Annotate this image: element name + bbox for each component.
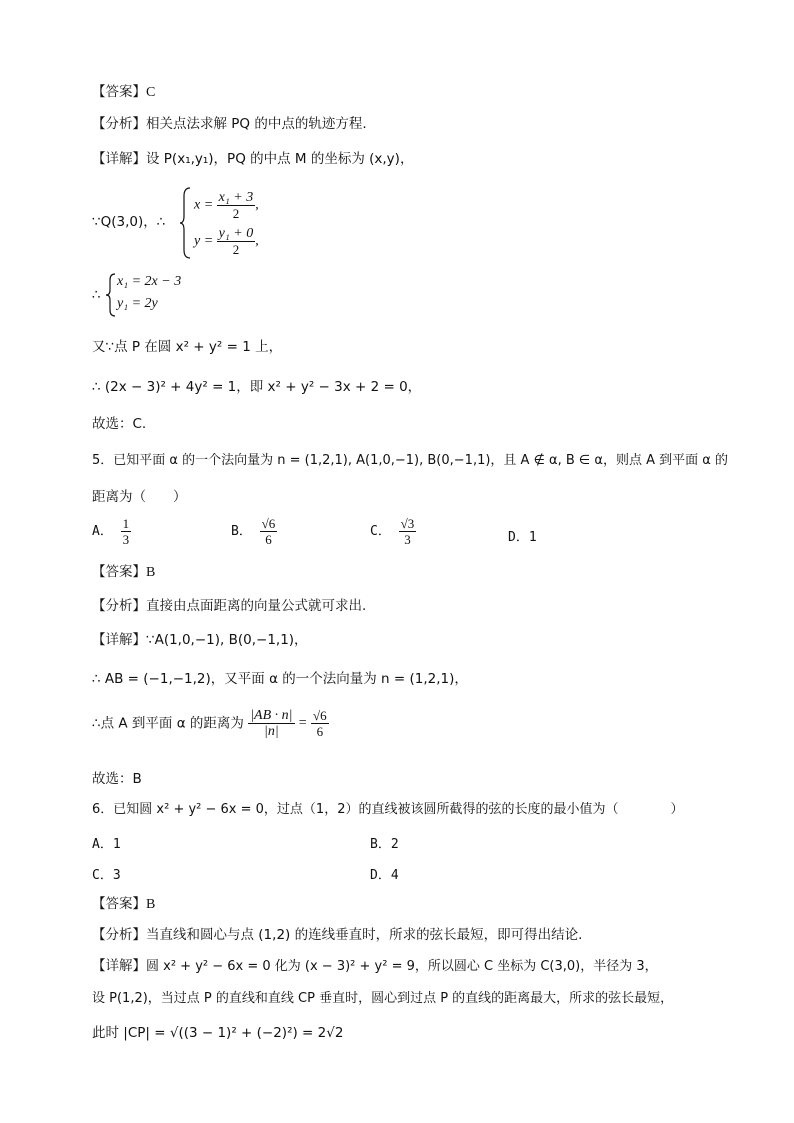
detail-tag: 【详解】	[92, 958, 146, 974]
q6-option-a: A．1	[92, 837, 121, 852]
frac-den: 3	[122, 532, 130, 547]
q4-because-q	[92, 213, 165, 231]
detail-tag: 【详解】	[92, 151, 146, 167]
sys1-x-lhs: x =	[194, 197, 214, 213]
option-label: A．	[92, 524, 113, 539]
answer-tag: 【答案】	[92, 564, 146, 580]
distance-den: |n|	[263, 724, 279, 739]
q6-answer-line	[92, 895, 155, 914]
q5-option-c	[370, 516, 416, 547]
system2-line2: y₁ = 2y	[117, 296, 158, 311]
left-brace-icon	[106, 272, 116, 318]
sys1-x-fraction	[217, 190, 256, 221]
conclusion-text: 故选：B	[92, 771, 142, 787]
option-fraction	[121, 516, 132, 547]
q5-option-a	[92, 516, 131, 547]
answer-value: C	[146, 85, 156, 100]
q5-option-b	[231, 516, 277, 547]
sys1-y-fraction	[217, 226, 256, 257]
sys1-y-den: 2	[232, 242, 240, 257]
analysis-tag: 【分析】	[92, 116, 146, 132]
distance-num: |AB · n|	[250, 708, 293, 723]
q6-detail-line1	[92, 957, 658, 976]
analysis-text: 相关点法求解 PQ 的中点的轨迹方程.	[146, 116, 367, 132]
point-on-circle-text: 又∵点 P 在圆 x² + y² = 1 上，	[92, 339, 283, 355]
q5-stem-line1	[92, 452, 728, 470]
q5-detail-line1	[92, 631, 308, 649]
q6-option-b: B．2	[370, 837, 399, 852]
q5-stem-line2	[92, 488, 187, 506]
result-num: √6	[313, 708, 327, 723]
q4-point-on-circle	[92, 338, 282, 356]
frac-num: 1	[122, 516, 130, 531]
answer-tag: 【答案】	[92, 84, 146, 100]
detail-text-2: ∴ AB = (−1,−1,2)，又平面 α 的一个法向量为 n = (1,2,1)，	[92, 671, 468, 687]
q6-option-c: C．3	[92, 868, 121, 883]
option-fraction	[260, 516, 278, 547]
answer-value: B	[146, 897, 156, 912]
q5-stem-text-2: 距离为（ ）	[92, 489, 187, 505]
system2-line1: x₁ = 2x − 3	[117, 274, 182, 289]
q4-result	[92, 378, 421, 396]
q6-option-d: D．4	[370, 868, 399, 883]
detail-text: 设 P(x₁,y₁)，PQ 的中点 M 的坐标为 (x,y)，	[146, 151, 414, 167]
q6-stem	[92, 801, 683, 819]
system1-x-equation: x = $\frac{\text{x₁ + 3}}{2}$ ,	[194, 190, 259, 221]
detail-text-3: 此时 |CP| = √((3 − 1)² + (−2)²) = 2√2	[92, 1025, 344, 1041]
result-text: ∴ (2x − 3)² + 4y² = 1，即 x² + y² − 3x + 2 = 0，	[92, 379, 422, 395]
equals-sign: =	[298, 715, 307, 731]
system1-y-equation: y = $\frac{\text{y₁ + 0}}{2}$ ,	[194, 226, 259, 257]
q4-detail-line	[92, 150, 413, 168]
q5-conclusion	[92, 770, 142, 788]
distance-formula-fraction	[248, 708, 294, 739]
sys1-x-num: x₁ + 3	[218, 190, 254, 205]
detail-text: 圆 x² + y² − 6x = 0 化为 (x − 3)² + y² = 9，所以圆心 C 坐标为 C(3,0)，半径为 3，	[146, 959, 658, 974]
sys1-y-lhs: y =	[194, 233, 214, 249]
q4-answer-line	[92, 83, 155, 102]
result-den: 6	[316, 724, 324, 739]
sys1-y-num: y₁ + 0	[218, 226, 254, 241]
sys1-x-den: 2	[232, 206, 240, 221]
answer-value: B	[146, 565, 156, 580]
left-brace-icon	[180, 186, 192, 260]
frac-num: √6	[261, 516, 276, 531]
analysis-text: 当直线和圆心与点 (1,2) 的连线垂直时，所求的弦长最短，即可得出结论.	[146, 927, 583, 943]
distance-result-fraction	[311, 708, 329, 739]
q5-detail-line2	[92, 670, 468, 688]
q4-therefore	[92, 286, 101, 304]
analysis-tag: 【分析】	[92, 598, 146, 614]
distance-text: ∴点 A 到平面 α 的距离为	[92, 715, 244, 732]
detail-text: ∵A(1,0,−1), B(0,−1,1)，	[146, 632, 308, 648]
q6-detail-line3	[92, 1024, 343, 1042]
frac-den: 6	[265, 532, 272, 547]
therefore-symbol: ∴	[92, 287, 101, 303]
frac-num: √3	[400, 516, 415, 531]
detail-text-2: 设 P(1,2)，当过点 P 的直线和直线 CP 垂直时，圆心到过点 P 的直线的距离最大，所求的弦长最短，	[92, 991, 674, 1006]
analysis-text: 直接由点面距离的向量公式就可求出.	[146, 598, 367, 614]
q5-answer-line	[92, 563, 155, 582]
because-q-text: ∵Q(3,0)，∴	[92, 214, 166, 230]
q4-analysis-line	[92, 115, 367, 133]
conclusion-text: 故选：C.	[92, 416, 147, 432]
detail-tag: 【详解】	[92, 632, 146, 648]
q5-option-d: D．1	[508, 530, 537, 545]
q5-detail-line3	[92, 708, 329, 750]
q5-stem-text: 5．已知平面 α 的一个法向量为 n = (1,2,1), A(1,0,−1), B(0,−1,1)，且 A ∉ α, B ∈ α，则点 A 到平面 α 的	[92, 453, 728, 468]
q6-detail-line2	[92, 990, 673, 1008]
q6-analysis-line	[92, 926, 582, 944]
q4-conclusion	[92, 415, 146, 433]
option-label: B．	[231, 524, 252, 539]
q5-analysis-line	[92, 597, 366, 615]
frac-den: 3	[404, 532, 411, 547]
answer-tag: 【答案】	[92, 896, 146, 912]
analysis-tag: 【分析】	[92, 927, 146, 943]
option-fraction	[399, 516, 417, 547]
option-label: C．	[370, 524, 391, 539]
q6-stem-text: 6．已知圆 x² + y² − 6x = 0，过点（1，2）的直线被该圆所截得的弦的长度的最小值为（ ）	[92, 802, 684, 817]
